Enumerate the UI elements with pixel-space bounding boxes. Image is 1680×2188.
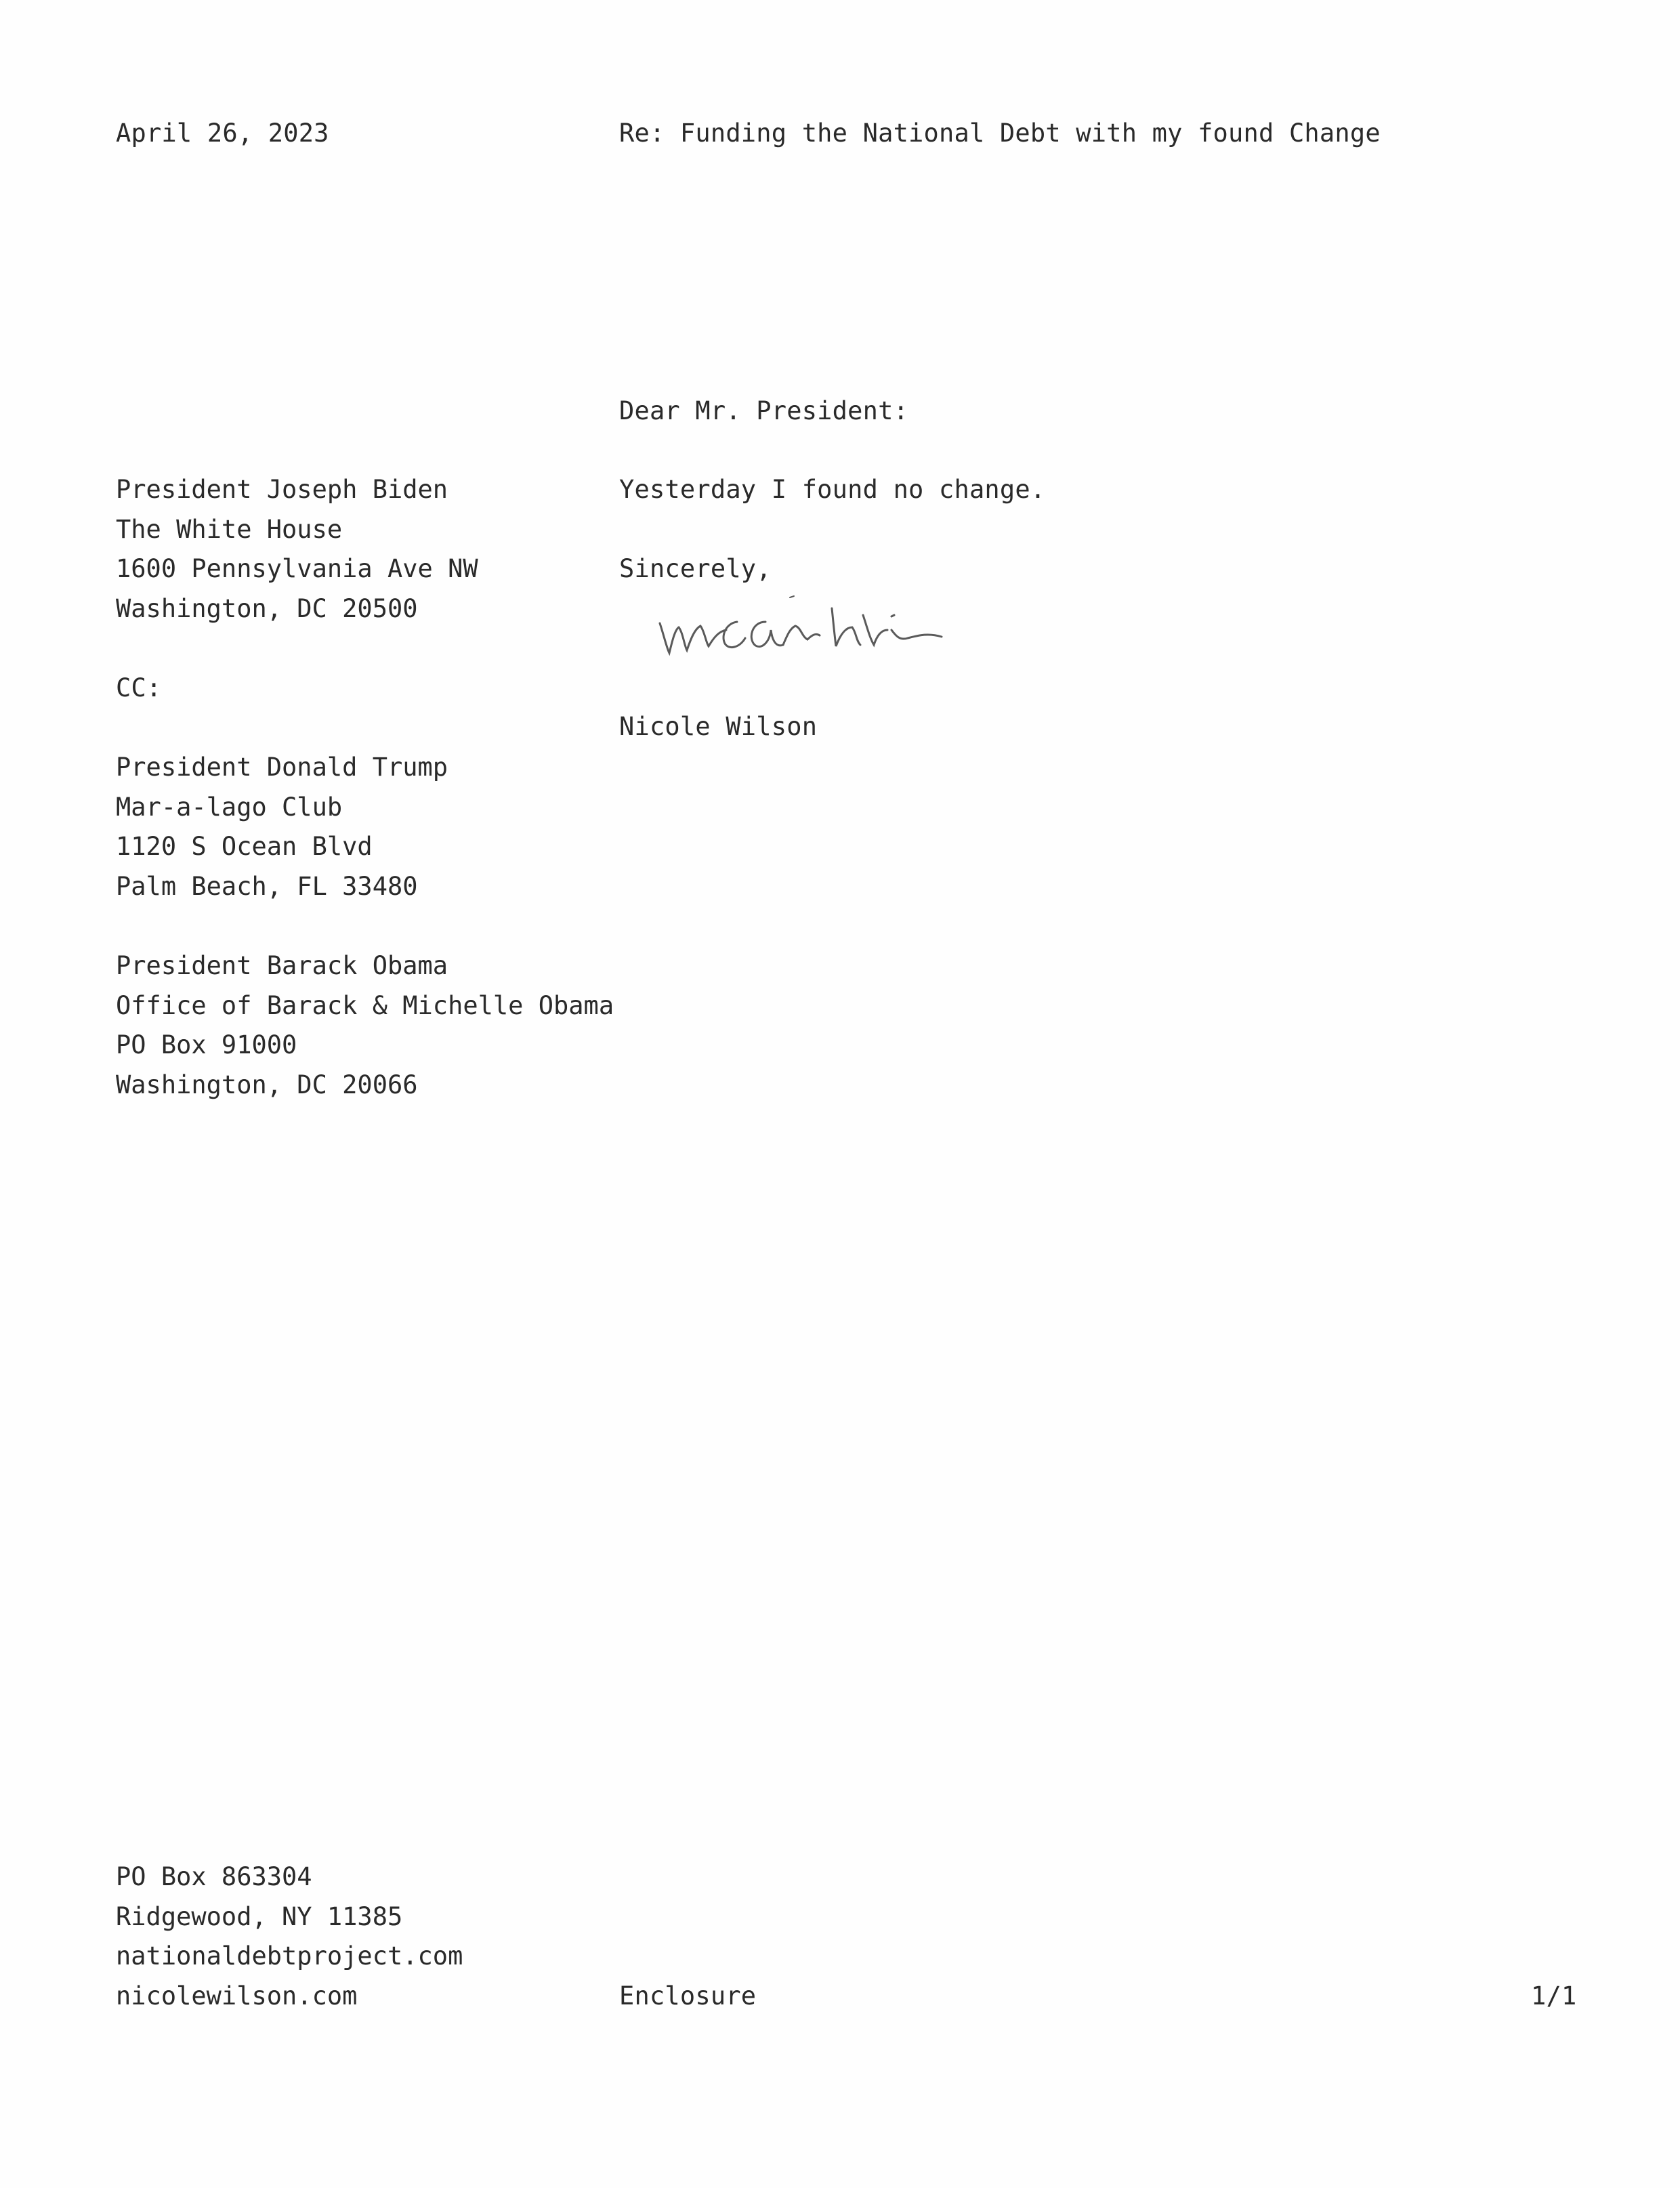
cc-label: CC:: [116, 673, 162, 702]
handwritten-signature: [650, 588, 962, 669]
sender-line: Ridgewood, NY 11385: [116, 1901, 403, 1931]
cc-line: President Barack Obama: [116, 951, 448, 980]
letter-date: April 26, 2023: [116, 119, 329, 148]
recipient-line: 1600 Pennsylvania Ave NW: [116, 554, 478, 583]
sender-address: [116, 1857, 463, 2016]
cc-line: Mar-a-lago Club: [116, 792, 343, 822]
cc-line: PO Box 91000: [116, 1030, 297, 1059]
signer-name: Nicole Wilson: [619, 712, 818, 741]
cc-line: President Donald Trump: [116, 753, 448, 782]
cc-line: 1120 S Ocean Blvd: [116, 832, 373, 861]
sender-website: nationaldebtproject.com: [116, 1941, 463, 1971]
recipient-line: President Joseph Biden: [116, 475, 448, 504]
salutation: Dear Mr. President:: [619, 396, 909, 425]
sender-line: PO Box 863304: [116, 1862, 312, 1891]
sender-website: nicolewilson.com: [116, 1981, 358, 2011]
letter-subject: Re: Funding the National Debt with my found Change: [619, 119, 1381, 148]
recipient-line: Washington, DC 20500: [116, 593, 418, 623]
recipient-address: [116, 470, 478, 629]
cc-line: Office of Barack & Michelle Obama: [116, 990, 614, 1020]
letter-body: Yesterday I found no change.: [619, 475, 1046, 504]
cc-line: Palm Beach, FL 33480: [116, 871, 418, 901]
cc-address-trump: [116, 748, 448, 906]
recipient-line: The White House: [116, 514, 343, 544]
cc-address-obama: [116, 946, 614, 1105]
cc-line: Washington, DC 20066: [116, 1070, 418, 1099]
enclosure-note: Enclosure: [619, 1981, 757, 2011]
closing: Sincerely,: [619, 554, 772, 583]
page-number: 1/1: [1531, 1981, 1577, 2011]
